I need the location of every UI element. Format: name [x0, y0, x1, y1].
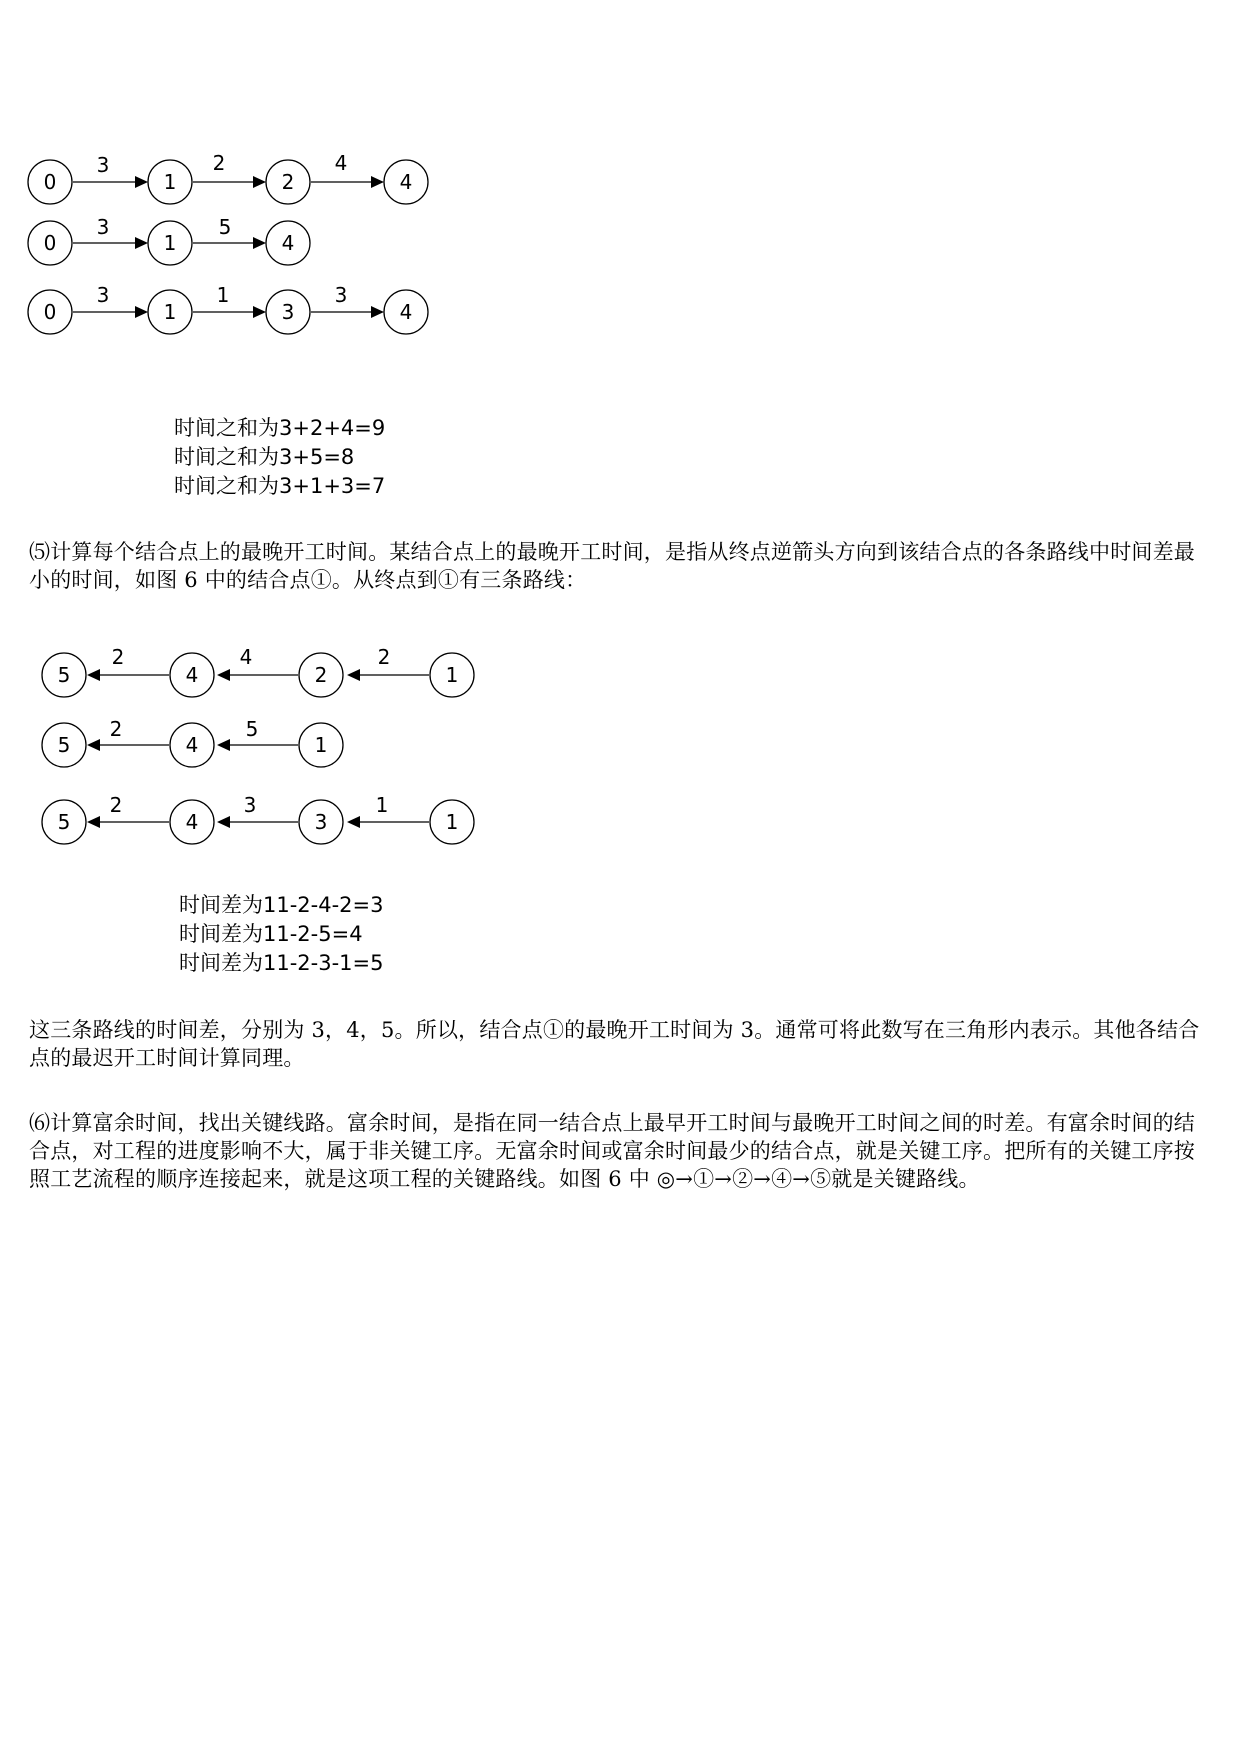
forward-path-row-3	[28, 283, 428, 334]
backward-paths-svg	[0, 645, 480, 838]
diff-line: 时间差为11-2-5=4	[179, 922, 363, 946]
edge-weight: 4	[239, 645, 253, 669]
node-label: 2	[314, 663, 328, 687]
node-label: 5	[57, 663, 71, 687]
backward-diffs	[179, 891, 384, 978]
node-label: 4	[281, 231, 295, 255]
node-label: 4	[399, 300, 413, 324]
edge-weight: 3	[334, 283, 348, 307]
edge-weight: 1	[375, 793, 389, 817]
node-label: 1	[445, 810, 459, 834]
node-label: 4	[399, 170, 413, 194]
edge-weight: 3	[96, 215, 110, 239]
edge-weight: 2	[109, 717, 123, 741]
edge-weight: 5	[218, 215, 232, 239]
edge-weight: 3	[243, 793, 257, 817]
node-label: 1	[445, 663, 459, 687]
forward-paths-diagram	[0, 150, 480, 340]
edge-weight: 3	[96, 283, 110, 307]
node-label: 3	[281, 300, 295, 324]
sum-line: 时间之和为3+2+4=9	[174, 416, 386, 440]
node-label: 0	[43, 170, 57, 194]
node-label: 4	[185, 733, 199, 757]
forward-path-row-2	[28, 215, 310, 265]
node-label: 3	[314, 810, 328, 834]
edge-weight: 4	[334, 151, 348, 175]
node-label: 1	[163, 300, 177, 324]
edge-weight: 3	[96, 153, 110, 177]
forward-paths-svg	[0, 150, 480, 340]
node-label: 1	[314, 733, 328, 757]
paragraph-step-5: ⑸计算每个结合点上的最晚开工时间。某结合点上的最晚开工时间，是指从终点逆箭头方向到该结合点的各条路线中时间差最小的时间，如图 6 中的结合点①。从终点到①有三条路线：	[29, 540, 1195, 592]
diff-line: 时间差为11-2-4-2=3	[179, 893, 384, 917]
backward-path-row-1	[42, 645, 474, 697]
paragraph-step-6: ⑹计算富余时间，找出关键线路。富余时间，是指在同一结合点上最早开工时间与最晚开工时间之间的时差。有富余时间的结合点，对工程的进度影响不大，属于非关键工序。无富余时间或富余时间最少的结合点，就是关键工序。把所有的关键工序按照工艺流程的顺序连接起来，就是这项工程的关键路线。如图 6 中 ◎→①→②→④→⑤就是关键路线。	[29, 1111, 1195, 1191]
sum-line: 时间之和为3+5=8	[174, 445, 355, 469]
node-label: 5	[57, 810, 71, 834]
node-label: 4	[185, 810, 199, 834]
sum-line: 时间之和为3+1+3=7	[174, 474, 386, 498]
edge-weight: 1	[216, 283, 230, 307]
edge-weight: 5	[245, 717, 259, 741]
node-label: 0	[43, 231, 57, 255]
node-label: 1	[163, 170, 177, 194]
node-label: 1	[163, 231, 177, 255]
backward-paths-diagram	[0, 645, 480, 838]
paragraph-conclusion: 这三条路线的时间差，分别为 3，4，5。所以，结合点①的最晚开工时间为 3。通常可将此数写在三角形内表示。其他各结合点的最迟开工时间计算同理。	[29, 1018, 1200, 1070]
node-label: 2	[281, 170, 295, 194]
edge-weight: 2	[377, 645, 391, 669]
edge-weight: 2	[212, 151, 226, 175]
node-label: 0	[43, 300, 57, 324]
edge-weight: 2	[109, 793, 123, 817]
diff-line: 时间差为11-2-3-1=5	[179, 951, 384, 975]
node-label: 4	[185, 663, 199, 687]
forward-sums	[174, 414, 385, 501]
edge-weight: 2	[111, 645, 125, 669]
backward-path-row-3	[42, 793, 474, 844]
node-label: 5	[57, 733, 71, 757]
forward-path-row-1	[28, 151, 428, 204]
backward-path-row-2	[42, 717, 343, 767]
